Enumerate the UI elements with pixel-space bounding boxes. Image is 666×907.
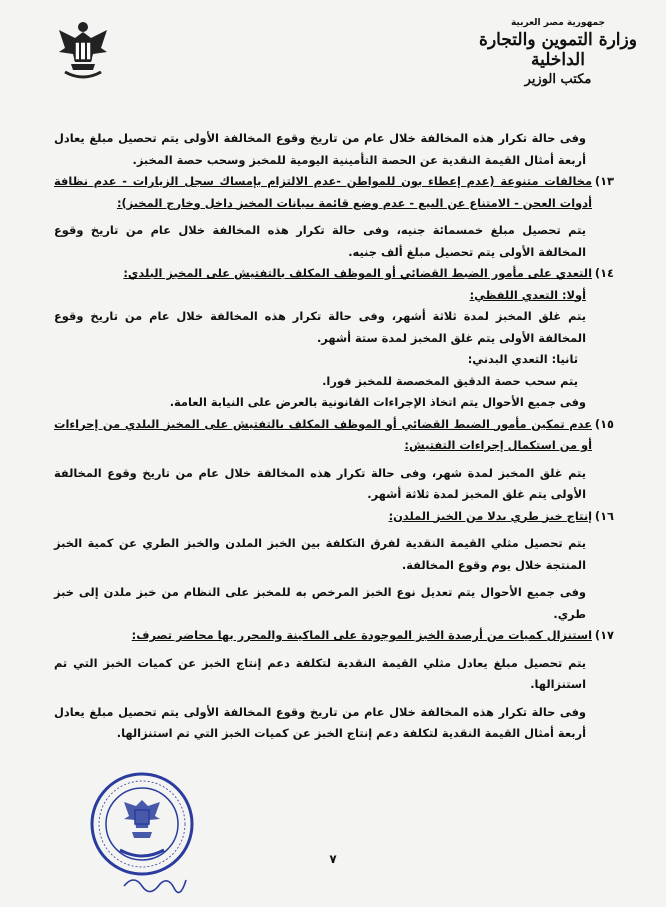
section-14-text-verbal: يتم غلق المخبز لمدة ثلاثة أشهر، وفى حالة تكرار هذه المخالفة خلال عام من تاريخ وقوع المخالفة الأولى يتم غلق المخبز لمدة ستة أشهر. xyxy=(54,309,586,345)
header-ministry: وزارة التموين والتجارة الداخلية xyxy=(479,30,637,70)
section-15-heading xyxy=(54,414,614,457)
section-14-title: التعدي على مأمور الضبط القضائي أو الموظف المكلف بالتفتيش على المخبز البلدي: xyxy=(123,266,592,280)
section-13-text: يتم تحصيل مبلغ خمسمائة جنيه، وفى حالة تكرار هذه المخالفة خلال عام من تاريخ وقوع المخالفة الأولى يتم تحصيل مبلغ ألف جنيه. xyxy=(54,223,586,259)
section-13-title: مخالفات متنوعة (عدم إعطاء بون للمواطن -عدم الالتزام بإمساك سجل الزيارات - عدم نظافة أدوات العجن - الامتناع عن البيع - عدم وضع قائمة ببيانات المخبز داخل وخارج المخبز): xyxy=(54,174,592,210)
document-body xyxy=(54,128,614,745)
section-17-heading xyxy=(54,625,614,647)
header-office: مكتب الوزير xyxy=(524,72,592,87)
ministry-header xyxy=(478,18,638,87)
paragraph-repeat-penalty: وفى حالة تكرار هذه المخالفة خلال عام من تاريخ وقوع المخالفة الأولى يتم تحصيل مبلغ يعادل أربعة أمثال القيمة النقدية عن الحصة التأمينية اليومية للمخبز وسحب حصة المخبز. xyxy=(54,131,586,167)
section-17-text-1: يتم تحصيل مبلغ يعادل مثلي القيمة النقدية لتكلفة دعم إنتاج الخبز عن كميات الخبز التي تم استنزالها. xyxy=(54,655,586,691)
egypt-eagle-emblem-icon xyxy=(55,18,111,84)
section-13-heading xyxy=(54,171,614,214)
page-number: ٧ xyxy=(329,852,337,866)
section-14-subheading-physical: ثانيا: التعدي البدني: xyxy=(467,352,578,366)
section-17-number: ١٧) xyxy=(594,628,614,642)
section-15-text: يتم غلق المخبز لمدة شهر، وفى حالة تكرار هذه المخالفة خلال عام من تاريخ وقوع المخالفة الأولى يتم غلق المخبز لمدة ثلاثة أشهر. xyxy=(54,465,586,501)
section-15-title: عدم تمكين مأمور الضبط القضائي أو الموظف المكلف بالتفتيش على المخبز البلدي من إجراءات أو من استكمال إجراءات التفتيش: xyxy=(54,416,592,452)
section-14-text-physical: يتم سحب حصة الدقيق المخصصة للمخبز فورا. xyxy=(322,373,578,388)
section-15-number: ١٥) xyxy=(594,416,614,431)
section-14-heading xyxy=(54,263,614,285)
section-14-text-general: وفى جميع الأحوال يتم اتخاذ الإجراءات القانونية بالعرض على النيابة العامة. xyxy=(169,395,586,409)
section-16-text-2: وفى جميع الأحوال يتم تعديل نوع الخبز المرخص به للمخبز على النظام من خبز ملدن إلى خبز طري. xyxy=(54,585,586,621)
header-republic: جمهورية مصر العربية xyxy=(510,18,606,28)
signature-icon xyxy=(120,868,190,896)
section-17-title: استنزال كميات من أرصدة الخبز الموجودة على الماكينة والمحرر بها محاضر تصرف: xyxy=(131,628,592,642)
section-14-subheading-verbal: أولا: التعدي اللفظي: xyxy=(469,287,586,302)
section-16-heading xyxy=(54,506,614,528)
section-16-number: ١٦) xyxy=(594,508,614,523)
section-14-number: ١٤) xyxy=(594,266,614,280)
section-17-text-2: وفى حالة تكرار هذه المخالفة خلال عام من تاريخ وقوع المخالفة الأولى يتم تحصيل مبلغ يعادل أربعة أمثال القيمة النقدية لتكلفة دعم إنتاج الخبز عن كميات الخبز التي تم استنزالها. xyxy=(54,704,586,740)
section-16-text-1: يتم تحصيل مثلي القيمة النقدية لفرق التكلفة بين الخبز الملدن والخبز الطري عن كمية الخبز المنتجة خلال يوم وقوع المخالفة. xyxy=(54,536,586,572)
section-16-title: إنتاج خبز طري بدلا من الخبز الملدن: xyxy=(388,508,592,523)
section-13-number: ١٣) xyxy=(594,174,614,188)
